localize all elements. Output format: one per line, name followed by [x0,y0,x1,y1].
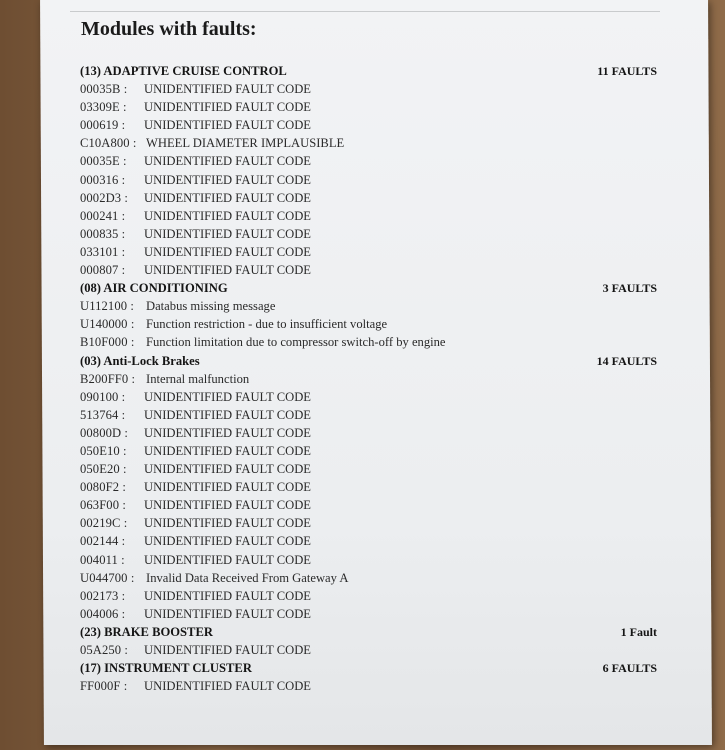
fault-row [80,152,665,170]
fault-row [80,243,665,261]
fault-description: Invalid Data Received From Gateway A [146,570,349,585]
fault-row [80,388,665,406]
fault-description: UNIDENTIFIED FAULT CODE [144,407,311,422]
fault-description: UNIDENTIFIED FAULT CODE [144,606,311,621]
fault-code: 004011 : [80,552,125,567]
fault-description: Internal malfunction [146,371,250,386]
fault-row [80,406,665,424]
fault-description: UNIDENTIFIED FAULT CODE [144,154,311,169]
fault-code: 513764 : [80,407,126,422]
fault-row [80,370,665,388]
fault-row [80,116,665,134]
fault-row [80,605,665,623]
fault-code: 000316 : [80,172,126,187]
fault-row [80,225,665,243]
fault-code: 090100 : [80,389,126,404]
fault-description: UNIDENTIFIED FAULT CODE [144,172,311,187]
fault-code: U112100 : [80,299,134,314]
fault-code: 000835 : [80,226,126,241]
fault-row [80,207,665,225]
fault-row [80,569,665,587]
fault-code: B10F000 : [80,335,135,350]
module-header [80,352,665,370]
fault-code: 000619 : [80,118,126,133]
fault-description: UNIDENTIFIED FAULT CODE [144,643,311,657]
fault-description: Function limitation due to compressor switch-off by engine [146,335,446,350]
fault-description: UNIDENTIFIED FAULT CODE [144,226,311,241]
fault-code: 05A250 : [80,643,129,657]
fault-row [80,641,665,659]
fault-row [80,261,665,279]
fault-row [80,677,665,695]
fault-description: UNIDENTIFIED FAULT CODE [144,190,311,205]
fault-code: 000241 : [80,208,126,223]
fault-code: 050E20 : [80,462,127,477]
fault-code: 002173 : [80,588,126,603]
fault-row [80,134,665,152]
fault-description: UNIDENTIFIED FAULT CODE [144,389,311,404]
module-fault-count: 6 FAULTS [602,661,657,676]
fault-row [80,297,665,315]
fault-description: UNIDENTIFIED FAULT CODE [144,425,311,440]
module-name: (17) INSTRUMENT CLUSTER [80,661,252,676]
fault-code: 000807 : [80,263,126,278]
fault-code: U044700 : [80,570,135,585]
fault-code: 00800D : [80,425,129,440]
fault-row [80,171,665,189]
fault-code: 00219C : [80,516,128,531]
fault-row [80,460,665,478]
module-header [80,62,665,80]
fault-code: B200FF0 : [80,371,136,386]
fault-code: FF000F : [80,679,128,694]
module-name: (08) AIR CONDITIONING [80,281,228,296]
fault-description: UNIDENTIFIED FAULT CODE [144,82,311,97]
fault-description: UNIDENTIFIED FAULT CODE [144,443,311,458]
fault-row [80,587,665,605]
fault-description: UNIDENTIFIED FAULT CODE [144,552,311,567]
fault-list [80,62,665,695]
top-rule [70,11,660,12]
fault-row [80,315,665,333]
module-name: (03) Anti-Lock Brakes [80,353,200,368]
fault-description: UNIDENTIFIED FAULT CODE [144,208,311,223]
module-header [80,623,665,641]
module-fault-count: 3 FAULTS [602,281,657,296]
fault-row [80,189,665,207]
fault-row [80,424,665,442]
fault-description: UNIDENTIFIED FAULT CODE [144,244,311,259]
fault-code: 00035B : [80,82,128,97]
fault-code: 0080F2 : [80,480,126,495]
fault-description: WHEEL DIAMETER IMPLAUSIBLE [146,136,345,151]
fault-row [80,98,665,116]
fault-code: 002144 : [80,534,126,549]
fault-row [80,496,665,514]
fault-code: 00035E : [80,154,127,169]
fault-code: 004006 : [80,606,126,621]
fault-code: 03309E : [80,100,127,115]
fault-code: 033101 : [80,244,126,259]
module-name: (23) BRAKE BOOSTER [80,624,213,639]
module-fault-count: 1 Fault [620,624,657,639]
fault-description: UNIDENTIFIED FAULT CODE [144,679,311,694]
fault-description: UNIDENTIFIED FAULT CODE [144,480,311,495]
module-header [80,659,665,677]
fault-row [80,514,665,532]
fault-description: UNIDENTIFIED FAULT CODE [144,588,311,603]
fault-description: UNIDENTIFIED FAULT CODE [144,516,311,531]
fault-row [80,442,665,460]
module-fault-count: 11 FAULTS [597,64,657,78]
page-title: Modules with faults: [81,18,257,40]
fault-description: UNIDENTIFIED FAULT CODE [144,462,311,477]
fault-row [80,80,665,98]
fault-description: UNIDENTIFIED FAULT CODE [144,498,311,513]
fault-row [80,532,665,550]
module-header [80,279,665,297]
fault-description: Function restriction - due to insufficient voltage [146,317,388,332]
module-name: (13) ADAPTIVE CRUISE CONTROL [80,64,287,78]
fault-code: 050E10 : [80,443,127,458]
fault-row [80,551,665,569]
fault-description: Databus missing message [146,299,276,314]
fault-code: U140000 : [80,317,135,332]
fault-code: 0002D3 : [80,190,129,205]
fault-code: 063F00 : [80,498,126,513]
fault-description: UNIDENTIFIED FAULT CODE [144,100,311,115]
fault-description: UNIDENTIFIED FAULT CODE [144,534,311,549]
fault-description: UNIDENTIFIED FAULT CODE [144,263,311,278]
fault-row [80,333,665,351]
fault-row [80,478,665,496]
fault-description: UNIDENTIFIED FAULT CODE [144,118,311,133]
module-fault-count: 14 FAULTS [596,353,657,368]
fault-code: C10A800 : [80,136,137,151]
